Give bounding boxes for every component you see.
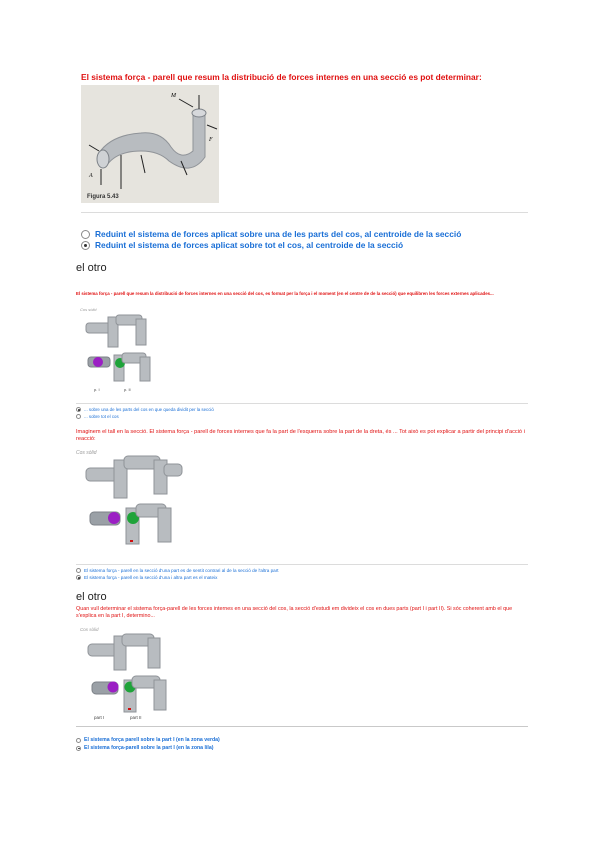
svg-text:M: M [171, 93, 176, 99]
question-3-text: Imaginem el tall en la secció. El sistema força - parell de forces internes que fa la part de l'esquerra sobre la part de la dreta, és ... Tot això es pot explicar a partir del principi d'acció i reacció: [76, 429, 525, 442]
radio-button-selected[interactable] [76, 575, 81, 580]
q4-figure [80, 624, 180, 722]
svg-text:A: A [89, 173, 93, 179]
option-label: Reduint el sistema de forces aplicat sobre una de les parts del cos, al centroide de la secció [95, 229, 462, 239]
svg-text:Cos sòlid: Cos sòlid [80, 627, 99, 632]
option-label: El sistema força parell sobre la part I (en la zona verda) [84, 737, 220, 743]
q2-option-1[interactable] [76, 407, 214, 412]
question-1-text: El sistema força - parell que resum la distribució de forces internes en una secció es pot determinar: [81, 72, 482, 82]
pipe-section-diagram [80, 624, 180, 722]
q3-option-1[interactable] [76, 568, 279, 573]
divider [76, 403, 528, 404]
option-label: El sistema força-parell sobre la part I (en la zona lila) [84, 745, 214, 751]
option-label: ... sobre tot el cos [84, 414, 119, 419]
radio-button-selected[interactable] [76, 407, 81, 412]
part-label: part II [130, 715, 142, 720]
svg-text:p. I: p. I [94, 387, 100, 392]
radio-button-selected[interactable] [81, 241, 90, 250]
q2-option-2[interactable] [76, 414, 119, 419]
option-label: El sistema força - parell en la secció d'una i altra part es el mateix [84, 575, 218, 580]
section-heading: el otro [76, 262, 107, 274]
q2-figure [80, 305, 165, 395]
q4-option-1[interactable] [76, 737, 220, 743]
pipe-section-diagram [76, 446, 188, 554]
bent-pipe-diagram [81, 85, 219, 203]
radio-button[interactable] [76, 414, 81, 419]
radio-button[interactable] [76, 568, 81, 573]
q1-option-2[interactable] [81, 240, 403, 250]
pipe-section-diagram [80, 305, 165, 395]
q3-figure [76, 446, 188, 554]
option-label: ... sobre una de les parts del cos en que queda dividit per la secció [84, 407, 214, 412]
radio-button[interactable] [81, 230, 90, 239]
question-2-text: El sistema força - parell que resum la distribució de forces internes en una secció del cos, es format per la força i el moment (en el centre de de la secció) que equilibren les forces externes aplicades... [76, 291, 494, 296]
svg-text:Cos sòlid: Cos sòlid [76, 450, 97, 456]
svg-text:Cos sòlid: Cos sòlid [80, 307, 97, 312]
divider [76, 564, 528, 565]
svg-text:F: F [209, 137, 213, 143]
section-heading: el otro [76, 591, 107, 603]
q1-option-1[interactable] [81, 229, 461, 239]
divider [76, 726, 528, 727]
option-label: El sistema força - parell en la secció d'una part es de sentit contrari al de la secció de l'altra part [84, 568, 279, 573]
q4-option-2[interactable] [76, 745, 213, 751]
q3-option-2[interactable] [76, 575, 217, 580]
option-label: Reduint el sistema de forces aplicat sobre tot el cos, al centroide de la secció [95, 240, 404, 250]
part-label: part I [94, 715, 105, 720]
figure-caption: Figura 5.43 [87, 194, 119, 200]
radio-button-selected[interactable] [76, 746, 81, 751]
question-4-text: Quan vull determinar el sistema força-parell de les forces internes en una secció del cos, la secció d'estudi em divideix el cos en dues parts (part I i part II). Si sóc coherent amb el que s'explica en la part I, determino... [76, 606, 513, 619]
figure-5-43 [81, 85, 219, 203]
svg-text:p. II: p. II [124, 387, 131, 392]
divider [81, 212, 528, 213]
radio-button[interactable] [76, 738, 81, 743]
